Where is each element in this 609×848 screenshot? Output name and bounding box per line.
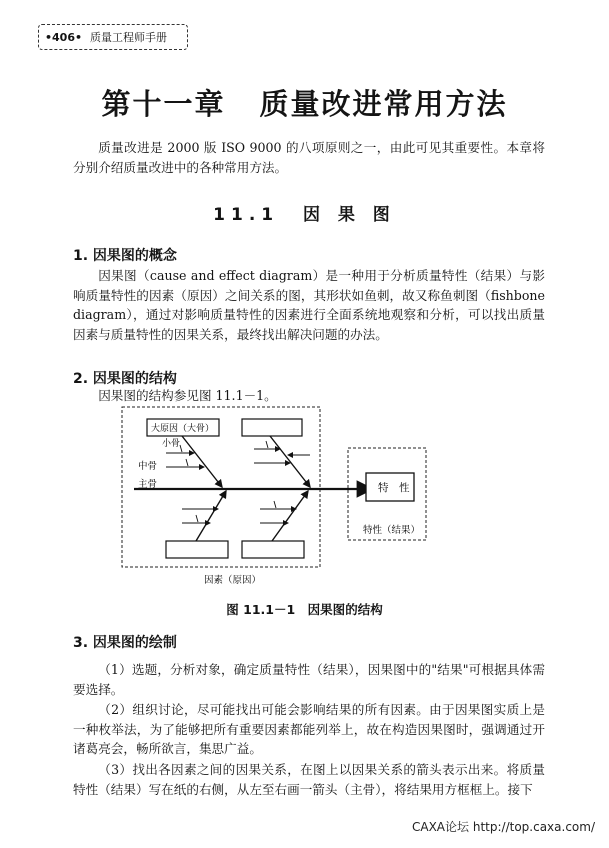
footer-watermark: [412, 818, 595, 835]
major-bone-1: [182, 436, 222, 487]
figure-caption: 图 11.1－1 因果图的结构: [226, 602, 383, 617]
small-bone: [274, 501, 276, 508]
major-bone-2: [270, 436, 310, 487]
structure-paragraph: 因果图的结构参见图 11.1－1。: [98, 388, 277, 403]
book-title: 质量工程师手册: [90, 31, 168, 44]
middle-bone-label: 中骨: [138, 461, 158, 472]
drawing-step-2: （2）组织讨论，尽可能找出可能会影响结果的所有因素。由于因果图实质上是一种枚举法，为了能够把所有重要因素都能列举上，故在构造因果图时，强调通过开诸葛亮会，畅所欲言，集思广益。: [73, 702, 545, 756]
subsection-heading-2: 2. 因果图的结构: [73, 371, 177, 387]
small-bone-label: 小骨: [162, 439, 181, 449]
footer-url[interactable]: http://top.caxa.com/: [472, 820, 595, 834]
effect-label: 特性（结果）: [363, 525, 421, 536]
section-name: 因 果 图: [302, 205, 396, 225]
cause-box-top-right: [242, 419, 302, 436]
cause-box-bottom-right: [242, 541, 304, 558]
small-bone: [196, 515, 198, 522]
section-title: [0, 200, 609, 225]
major-bone-4: [272, 491, 308, 541]
subsection-heading-1: 1. 因果图的概念: [73, 248, 177, 264]
chapter-number: 第十一章: [101, 87, 226, 121]
subsection-heading-3: 3. 因果图的绘制: [73, 635, 177, 651]
major-bone-3: [196, 491, 226, 541]
drawing-step-1: （1）选题，分析对象，确定质量特性（结果），因果图中的"结果"可根据具体需要选择。: [73, 662, 545, 697]
fishbone-diagram: [120, 405, 465, 587]
chapter-name: 质量改进常用方法: [259, 87, 508, 121]
characteristic-label: 特 性: [378, 482, 410, 494]
small-bone: [186, 459, 188, 466]
small-bone: [180, 445, 182, 452]
main-bone-label: 主骨: [138, 479, 158, 490]
concept-paragraph: 因果图（cause and effect diagram）是一种用于分析质量特性（结果）与影响质量特性的因素（原因）之间关系的图，其形状如鱼刺，故又称鱼刺图（fishbone diagram），通过对影响质量特性的因素进行全面系统地观察和分析，可以找出质量因素与质量特性的因果关系，最终找出解决问题的办法。: [73, 268, 545, 342]
drawing-step-3: （3）找出各因素之间的因果关系，在图上以因果关系的箭头表示出来。将质量特性（结果）写在纸的右侧，从左至右画一箭头（主骨），将结果用方框框上。接下: [73, 762, 545, 797]
page-number: •406•: [45, 30, 83, 44]
small-bone: [266, 441, 268, 448]
major-cause-label: 大原因（大骨）: [151, 424, 215, 434]
running-header: [38, 24, 188, 50]
cause-box-bottom-left: [166, 541, 228, 558]
intro-paragraph: 质量改进是 2000 版 ISO 9000 的八项原则之一，由此可见其重要性。本章将分别介绍质量改进中的各种常用方法。: [73, 140, 545, 175]
chapter-title: [0, 82, 609, 123]
section-number: 11.1: [213, 205, 280, 225]
footer-site: CAXA论坛: [412, 820, 470, 834]
cause-label: 因素（原因）: [204, 575, 262, 586]
